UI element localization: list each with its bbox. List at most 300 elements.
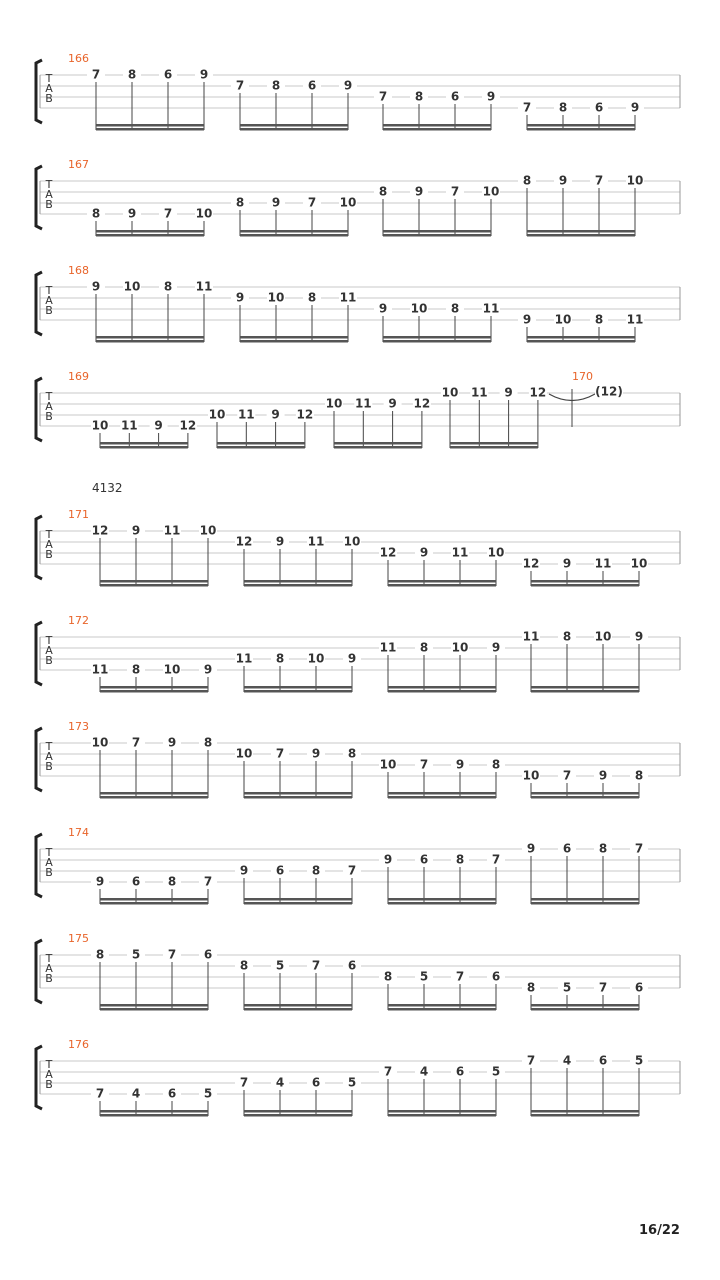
fret-number: 4 (275, 1075, 285, 1090)
fret-number: 8 (378, 184, 388, 199)
beam-group (91, 875, 217, 905)
beam-secondary (244, 1114, 352, 1117)
beam-primary (100, 442, 188, 445)
fret-number: 12 (296, 407, 314, 422)
system-bracket (36, 378, 42, 441)
beam-group (522, 1054, 648, 1117)
measure-number: 173 (68, 720, 89, 733)
beam-secondary (100, 902, 208, 905)
fret-number: 9 (199, 67, 209, 82)
fret-number: 7 (235, 78, 245, 93)
beam-group (441, 386, 547, 449)
beam-secondary (240, 340, 348, 343)
fret-number: 10 (482, 184, 500, 199)
tab-clef-letter: T (45, 178, 53, 191)
beam-primary (334, 442, 422, 445)
fret-number: 9 (558, 173, 568, 188)
beam-secondary (527, 128, 635, 131)
fret-number: 9 (388, 396, 397, 411)
beam-secondary (531, 1114, 639, 1117)
fret-number: 9 (239, 863, 249, 878)
system-bracket (36, 166, 42, 229)
beam-primary (450, 442, 538, 445)
beam-group (518, 174, 644, 237)
fret-number: 8 (455, 852, 465, 867)
beam-primary (531, 898, 639, 901)
fret-number: 6 (634, 980, 644, 995)
fret-number: 9 (630, 100, 640, 115)
fret-number: 9 (562, 556, 572, 571)
fret-number: 10 (163, 662, 181, 677)
beam-primary (100, 898, 208, 901)
fret-number: 9 (378, 301, 388, 316)
system-bracket (36, 940, 42, 1003)
beam-secondary (531, 796, 639, 799)
fret-number: 11 (307, 534, 325, 549)
fret-number: 10 (626, 173, 644, 188)
beam-primary (244, 1110, 352, 1113)
beam-secondary (388, 796, 496, 799)
fret-number: 5 (131, 947, 141, 962)
fret-number: 9 (235, 290, 245, 305)
beam-group (235, 864, 361, 905)
tab-system (36, 264, 680, 343)
beam-group (91, 1087, 217, 1117)
fret-number: 10 (91, 418, 109, 433)
beam-primary (531, 1110, 639, 1113)
fret-number: 7 (275, 746, 285, 761)
tab-clef-letter: B (45, 866, 53, 879)
beam-primary (531, 580, 639, 583)
beam-secondary (96, 234, 204, 237)
fret-number: 11 (482, 301, 500, 316)
fret-number: 8 (419, 640, 429, 655)
fret-number: 9 (131, 523, 141, 538)
page-number: 16/22 (639, 1223, 680, 1238)
beam-secondary (383, 340, 491, 343)
beam-group (522, 981, 648, 1011)
fret-number: 7 (419, 757, 429, 772)
measure-number: 175 (68, 932, 89, 945)
beam-primary (100, 1110, 208, 1113)
beam-group (87, 68, 213, 131)
beam-secondary (244, 796, 352, 799)
tab-system (36, 1038, 680, 1117)
beam-group (87, 207, 213, 237)
fret-number: 10 (195, 206, 213, 221)
fret-number: 8 (163, 279, 173, 294)
fret-number: 12 (379, 545, 397, 560)
beam-primary (531, 1004, 639, 1007)
fret-number: 11 (339, 290, 357, 305)
fret-number: 7 (562, 768, 572, 783)
fret-number: 10 (199, 523, 217, 538)
beam-primary (388, 1110, 496, 1113)
fret-number: 10 (630, 556, 648, 571)
fret-number: 7 (307, 195, 317, 210)
beam-group (231, 196, 357, 237)
fret-number: 9 (598, 768, 608, 783)
fret-number: 10 (307, 651, 325, 666)
beam-primary (531, 792, 639, 795)
fret-number: 7 (91, 67, 101, 82)
fret-number: 11 (163, 523, 181, 538)
fret-number: 8 (239, 958, 249, 973)
fret-number: 6 (450, 89, 460, 104)
beam-primary (100, 580, 208, 583)
fret-number: 6 (347, 958, 357, 973)
fret-number: 9 (203, 662, 213, 677)
measure-number: 176 (68, 1038, 89, 1051)
beam-primary (100, 686, 208, 689)
tab-system (36, 52, 680, 131)
tab-clef-letter: T (45, 284, 53, 297)
beam-group (91, 663, 217, 693)
fret-number: 9 (455, 757, 465, 772)
fret-number: 10 (235, 746, 253, 761)
tied-note: (12) (595, 384, 623, 399)
beam-secondary (240, 234, 348, 237)
beam-group (91, 419, 197, 449)
fret-number: 7 (95, 1086, 105, 1101)
beam-group (235, 1076, 361, 1117)
beam-secondary (96, 128, 204, 131)
fret-number: 9 (347, 651, 357, 666)
fret-number: 6 (163, 67, 173, 82)
fret-number: 6 (455, 1064, 465, 1079)
tab-clef-letter: T (45, 634, 53, 647)
beam-primary (383, 230, 491, 233)
fret-number: 6 (419, 852, 429, 867)
beam-primary (217, 442, 305, 445)
fret-number: 7 (594, 173, 604, 188)
fret-number: 12 (413, 396, 431, 411)
system-bracket (36, 622, 42, 685)
fret-number: 8 (311, 863, 321, 878)
fret-number: 7 (203, 874, 213, 889)
tab-clef-letter: A (45, 538, 53, 551)
beam-group (522, 557, 648, 587)
fret-number: 8 (95, 947, 105, 962)
fret-number: 7 (450, 184, 460, 199)
tab-clef-letter: T (45, 390, 53, 403)
beam-secondary (531, 1008, 639, 1011)
fret-number: 7 (131, 735, 141, 750)
beam-secondary (244, 902, 352, 905)
tab-clef-letter: T (45, 1058, 53, 1071)
beam-secondary (531, 584, 639, 587)
fret-number: 8 (203, 735, 213, 750)
fret-number: 6 (598, 1053, 608, 1068)
fret-number: 7 (598, 980, 608, 995)
fret-number: 8 (562, 629, 572, 644)
beam-secondary (527, 340, 635, 343)
fret-number: 5 (491, 1064, 501, 1079)
fret-number: 9 (167, 735, 177, 750)
tab-system (36, 158, 680, 237)
tab-clef-letter: T (45, 740, 53, 753)
fret-number: 10 (123, 279, 141, 294)
beam-primary (244, 898, 352, 901)
fret-number: 7 (522, 100, 532, 115)
fret-number: 7 (526, 1053, 536, 1068)
beam-secondary (244, 690, 352, 693)
fret-number: 12 (529, 385, 547, 400)
fret-number: 9 (91, 279, 101, 294)
beam-group (518, 313, 644, 343)
fret-number: 6 (594, 100, 604, 115)
beam-secondary (383, 128, 491, 131)
tab-system (36, 370, 680, 449)
beam-secondary (383, 234, 491, 237)
measure-number: 171 (68, 508, 89, 521)
fret-number: 7 (634, 841, 644, 856)
fret-number: 11 (354, 396, 372, 411)
beam-primary (244, 792, 352, 795)
beam-group (522, 630, 648, 693)
fret-number: 9 (526, 841, 536, 856)
fret-number: 11 (237, 407, 255, 422)
fret-number: 8 (491, 757, 501, 772)
beam-secondary (100, 796, 208, 799)
fret-number: 5 (347, 1075, 357, 1090)
fret-number: 8 (275, 651, 285, 666)
beam-primary (527, 124, 635, 127)
tab-clef-letter: A (45, 82, 53, 95)
fret-number: 7 (378, 89, 388, 104)
beam-primary (96, 124, 204, 127)
fret-number: 8 (522, 173, 532, 188)
fret-number: 10 (410, 301, 428, 316)
beam-secondary (450, 446, 538, 449)
fret-number: 7 (383, 1064, 393, 1079)
beam-primary (388, 792, 496, 795)
beam-group (91, 948, 217, 1011)
beam-primary (240, 230, 348, 233)
beam-group (379, 546, 505, 587)
fret-number: 10 (208, 407, 226, 422)
section-label: 4132 (92, 481, 123, 495)
tab-clef-letter: A (45, 400, 53, 413)
fret-number: 6 (562, 841, 572, 856)
fret-number: 12 (91, 523, 109, 538)
beam-primary (96, 230, 204, 233)
beam-secondary (388, 690, 496, 693)
fret-number: 10 (487, 545, 505, 560)
fret-number: 11 (451, 545, 469, 560)
tab-systems (36, 52, 680, 1117)
measure-number: 166 (68, 52, 89, 65)
beam-secondary (100, 1114, 208, 1117)
tab-clef-letter: B (45, 92, 53, 105)
fret-number: 8 (383, 969, 393, 984)
fret-number: 8 (558, 100, 568, 115)
system-bracket (36, 60, 42, 123)
beam-primary (244, 686, 352, 689)
fret-number: 8 (526, 980, 536, 995)
fret-number: 5 (203, 1086, 213, 1101)
beam-primary (383, 124, 491, 127)
fret-number: 6 (307, 78, 317, 93)
fret-number: 9 (486, 89, 496, 104)
beam-secondary (100, 446, 188, 449)
beam-group (522, 842, 648, 905)
beam-secondary (334, 446, 422, 449)
beam-secondary (388, 1114, 496, 1117)
beam-group (374, 90, 500, 131)
fret-number: 11 (379, 640, 397, 655)
tab-clef-letter: B (45, 654, 53, 667)
fret-number: 8 (414, 89, 424, 104)
fret-number: 8 (131, 662, 141, 677)
tab-clef-letter: A (45, 1068, 53, 1081)
fret-number: 10 (441, 385, 459, 400)
beam-primary (388, 686, 496, 689)
fret-number: 9 (271, 195, 281, 210)
fret-number: 7 (163, 206, 173, 221)
fret-number: 9 (383, 852, 393, 867)
fret-number: 8 (450, 301, 460, 316)
fret-number: 9 (522, 312, 532, 327)
fret-number: 5 (562, 980, 572, 995)
tab-system (36, 720, 680, 799)
measure-number: 172 (68, 614, 89, 627)
tab-clef-letter: B (45, 304, 53, 317)
beam-secondary (244, 584, 352, 587)
tab-system (36, 932, 680, 1011)
fret-number: 5 (275, 958, 285, 973)
fret-number: 8 (91, 206, 101, 221)
beam-group (208, 408, 314, 449)
fret-number: 9 (634, 629, 644, 644)
fret-number: 9 (311, 746, 321, 761)
beam-secondary (531, 902, 639, 905)
tab-clef-letter: B (45, 548, 53, 561)
fret-number: 6 (311, 1075, 321, 1090)
fret-number: 12 (179, 418, 197, 433)
beam-primary (527, 336, 635, 339)
fret-number: 6 (491, 969, 501, 984)
fret-number: 5 (634, 1053, 644, 1068)
tab-system (36, 508, 680, 587)
beam-secondary (244, 1008, 352, 1011)
fret-number: 6 (167, 1086, 177, 1101)
beam-secondary (388, 902, 496, 905)
tab-clef-letter: A (45, 750, 53, 763)
beam-primary (244, 1004, 352, 1007)
fret-number: 11 (91, 662, 109, 677)
system-bracket (36, 834, 42, 897)
system-bracket (36, 1046, 42, 1109)
system-bracket (36, 728, 42, 791)
tab-clef-letter: A (45, 856, 53, 869)
fret-number: 5 (419, 969, 429, 984)
measure-number: 170 (572, 370, 593, 383)
fret-number: 7 (311, 958, 321, 973)
fret-number: 9 (154, 418, 163, 433)
beam-secondary (531, 690, 639, 693)
fret-number: 11 (195, 279, 213, 294)
measure-number: 167 (68, 158, 89, 171)
beam-primary (240, 336, 348, 339)
beam-primary (388, 1004, 496, 1007)
tab-clef-letter: A (45, 644, 53, 657)
fret-number: 8 (634, 768, 644, 783)
fret-number: 4 (562, 1053, 572, 1068)
fret-number: 9 (127, 206, 137, 221)
fret-number: 6 (275, 863, 285, 878)
beam-primary (100, 792, 208, 795)
fret-number: 9 (419, 545, 429, 560)
measure-number: 169 (68, 370, 89, 383)
beam-primary (531, 686, 639, 689)
tab-clef-letter: B (45, 410, 53, 423)
system-bracket (36, 272, 42, 335)
fret-number: 10 (379, 757, 397, 772)
fret-number: 7 (347, 863, 357, 878)
beam-group (91, 524, 217, 587)
beam-group (91, 736, 217, 799)
beam-group (518, 101, 644, 131)
fret-number: 8 (598, 841, 608, 856)
fret-number: 8 (167, 874, 177, 889)
tab-clef-letter: T (45, 72, 53, 85)
fret-number: 10 (594, 629, 612, 644)
beam-secondary (527, 234, 635, 237)
fret-number: 9 (95, 874, 105, 889)
measure-number: 168 (68, 264, 89, 277)
fret-number: 10 (91, 735, 109, 750)
fret-number: 4 (419, 1064, 429, 1079)
fret-number: 9 (343, 78, 353, 93)
beam-secondary (100, 584, 208, 587)
fret-number: 8 (271, 78, 281, 93)
beam-primary (96, 336, 204, 339)
fret-number: 9 (504, 385, 513, 400)
beam-primary (244, 580, 352, 583)
measure-number: 174 (68, 826, 89, 839)
fret-number: 6 (203, 947, 213, 962)
fret-number: 10 (339, 195, 357, 210)
fret-number: 12 (522, 556, 540, 571)
fret-number: 9 (491, 640, 501, 655)
tab-clef-letter: A (45, 294, 53, 307)
beam-primary (527, 230, 635, 233)
fret-number: 7 (455, 969, 465, 984)
fret-number: 8 (594, 312, 604, 327)
beam-primary (100, 1004, 208, 1007)
beam-primary (240, 124, 348, 127)
tab-clef-letter: T (45, 846, 53, 859)
fret-number: 7 (491, 852, 501, 867)
fret-number: 11 (120, 418, 138, 433)
fret-number: 10 (451, 640, 469, 655)
beam-secondary (100, 690, 208, 693)
fret-number: 6 (131, 874, 141, 889)
beam-group (87, 280, 213, 343)
fret-number: 9 (271, 407, 280, 422)
tab-system (36, 826, 680, 905)
tab-clef-letter: B (45, 198, 53, 211)
fret-number: 9 (414, 184, 424, 199)
fret-number: 10 (522, 768, 540, 783)
fret-number: 12 (235, 534, 253, 549)
beam-primary (388, 580, 496, 583)
fret-number: 9 (275, 534, 285, 549)
system-bracket (36, 516, 42, 579)
beam-group (379, 970, 505, 1011)
fret-number: 4 (131, 1086, 141, 1101)
